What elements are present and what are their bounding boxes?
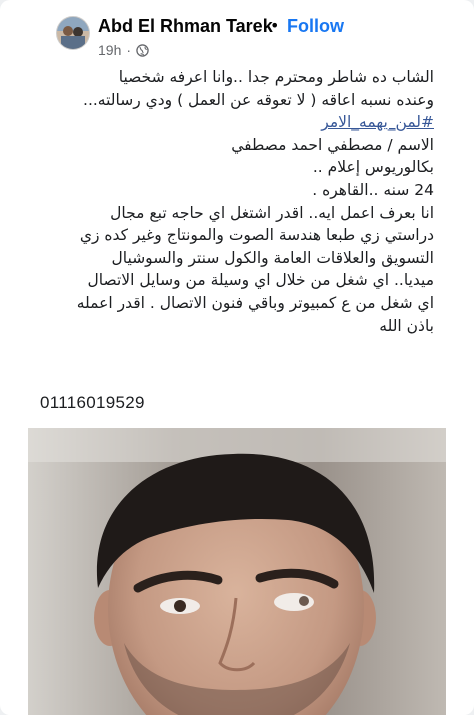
- post-line: بكالوريوس إعلام ..: [312, 158, 434, 177]
- hashtag-link[interactable]: #لمن_يهمه_الامر: [321, 113, 434, 132]
- post-line: اي شغل من ع كمبيوتر وباقي فنون الاتصال . اقدر اعمله: [76, 293, 434, 312]
- post-line: باذن الله: [379, 316, 434, 335]
- post-header: [0, 0, 474, 66]
- post-timestamp[interactable]: 19h: [98, 42, 122, 58]
- post-line: 24 سنه ..القاهره .: [312, 180, 434, 199]
- post-line: دراستي زي طبعا هندسة الصوت والمونتاج وغير كده زي: [79, 226, 434, 245]
- portrait-image: [28, 428, 446, 715]
- phone-number: 01116019529: [40, 393, 145, 412]
- header-separator: •: [270, 16, 280, 35]
- post-meta: [98, 41, 149, 59]
- meta-separator: ·: [126, 42, 132, 58]
- post-line: التسويق والعلاقات العامة والكول سنتر والسوشيال: [111, 248, 434, 267]
- author-name[interactable]: Abd El Rhman Tarek: [98, 16, 273, 36]
- post-photo[interactable]: [28, 428, 446, 715]
- post-line: وعنده نسبه اعاقه ( لا تعوقه عن العمل ) ودي رسالته...: [83, 90, 434, 109]
- avatar[interactable]: [56, 16, 90, 50]
- follow-button[interactable]: Follow: [287, 16, 344, 36]
- post-line: انا بعرف اعمل ايه.. اقدر اشتغل اي حاجه تبع مجال: [110, 203, 434, 222]
- post-line: الاسم / مصطفي احمد مصطفي: [231, 135, 434, 154]
- post-line: الشاب ده شاطر ومحترم جدا ..وانا اعرفه شخصيا: [118, 68, 434, 86]
- globe-icon[interactable]: [136, 44, 149, 57]
- avatar-image: [57, 17, 89, 49]
- post-body: [38, 66, 434, 337]
- post-line: ميديا.. اي شغل من خلال اي وسيلة من وسايل الاتصال: [87, 271, 434, 290]
